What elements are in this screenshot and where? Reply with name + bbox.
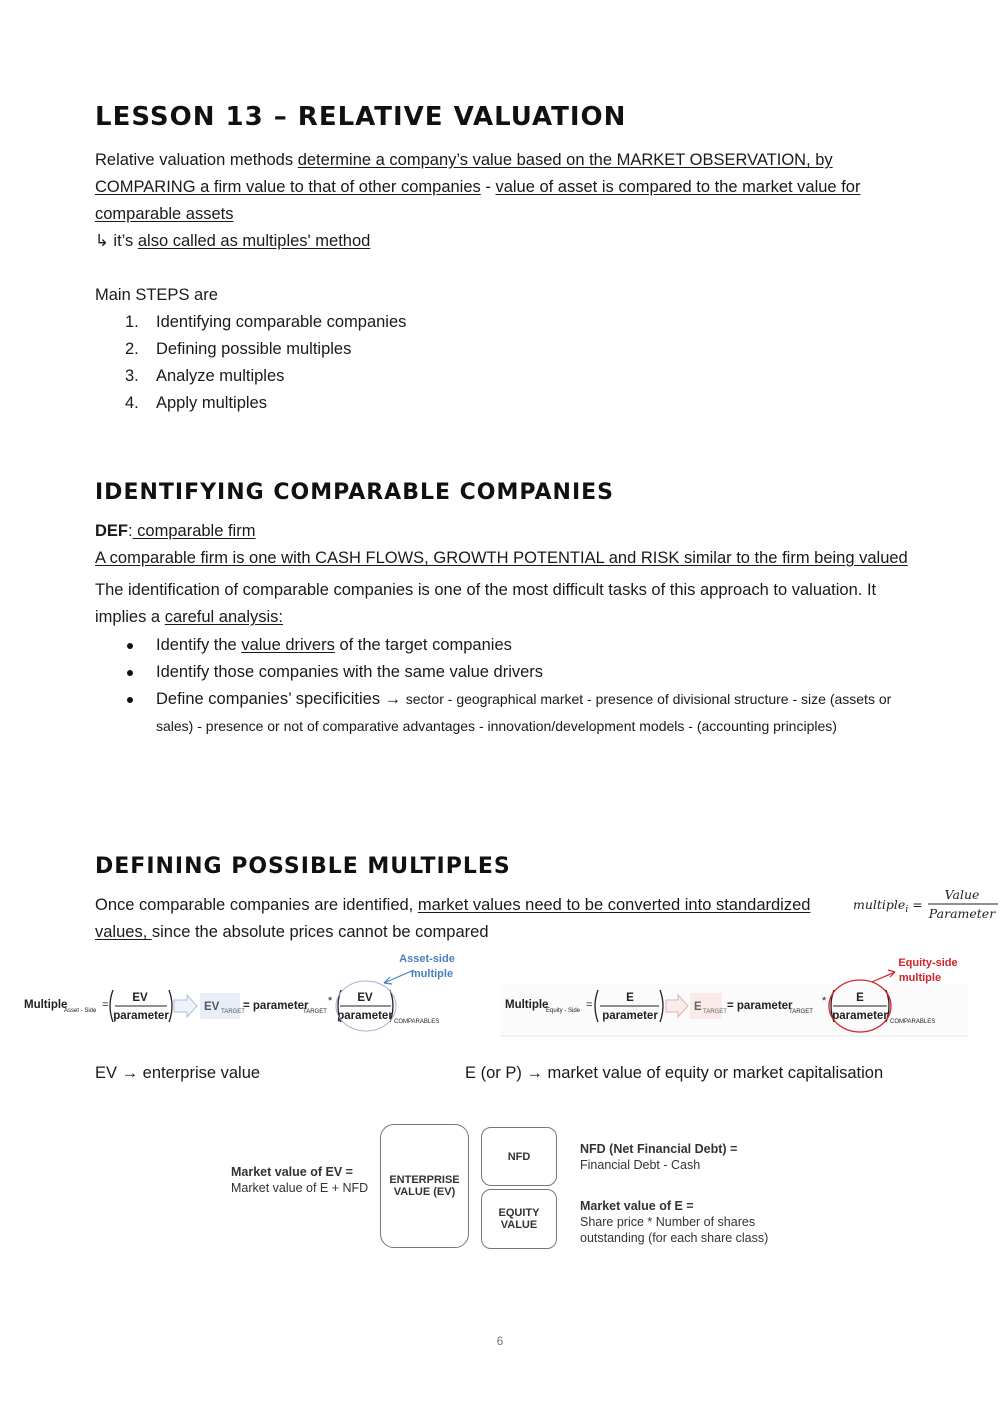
formula-numerator: Value [944, 887, 980, 902]
asset-target-sub: TARGET [221, 1009, 245, 1015]
bullet-dot-icon [127, 670, 133, 676]
equity-denominator-2: parameter [832, 1010, 888, 1022]
svg-text:=: = [586, 999, 593, 1011]
def-label: DEF [95, 522, 128, 540]
ev-market-value-title: Market value of EV = [231, 1165, 353, 1179]
steps-list [125, 309, 406, 417]
ev-box-line2: VALUE (EV) [393, 1186, 456, 1198]
bullet-item [125, 686, 915, 740]
asset-param-sub: TARGET [303, 1009, 327, 1015]
step-number: 2. [125, 340, 139, 358]
multiples-heading: DEFINING POSSIBLE MULTIPLES [95, 854, 511, 879]
equity-callout-line1: Equity-side [898, 957, 958, 969]
step-item [125, 336, 406, 363]
nfd-definition [580, 1141, 737, 1173]
equity-multiple-label: Multiple [505, 999, 549, 1011]
asset-comparables: COMPARABLES [394, 1019, 440, 1025]
def-colon: : [128, 522, 133, 540]
equity-star: * [822, 995, 827, 1007]
asset-side-multiple-formula [22, 950, 462, 1035]
ev-box-line1: ENTERPRISE [389, 1174, 460, 1186]
multiples-underlined: market values need to be converted into standardized values, [95, 896, 811, 941]
bullet-small-text: sector - geographical market - presence of divisional structure - size (assets or sales) - presence or not of comparative advantages - innovation/development models - (accounting principles) [156, 691, 892, 734]
comparable-text: The identification of comparable companies is one of the most difficult tasks of this approach to valuation. It implies a [95, 581, 877, 626]
diagram-left-text [231, 1164, 368, 1196]
comparable-underlined: careful analysis: [164, 608, 284, 626]
asset-multiple-sub: Asset - Side [64, 1008, 97, 1014]
formula-eq: = [908, 897, 923, 912]
step-number: 1. [125, 313, 139, 331]
equity-value-box [481, 1189, 557, 1249]
asset-numerator: EV [132, 992, 148, 1004]
formula-denominator: Parameter [928, 906, 996, 921]
intro-underlined-2: value of asset is compared to the market value for comparable assets [95, 178, 861, 223]
ev-definition: EV → enterprise value [95, 1064, 261, 1082]
bullet-dot-icon [127, 697, 133, 703]
asset-target: EV [204, 1001, 220, 1013]
steps-intro: Main STEPS are [95, 286, 218, 304]
step-item [125, 390, 406, 417]
svg-text:=: = [102, 999, 109, 1011]
ev-market-value-body: Market value of E + NFD [231, 1181, 369, 1195]
e-definition: E (or P) → market value of equity or market capitalisation [465, 1064, 884, 1082]
step-text: Apply multiples [156, 394, 267, 412]
equity-callout-line2: multiple [898, 972, 942, 984]
equity-callout-arrow-icon [872, 972, 895, 982]
asset-numerator-2: EV [357, 992, 373, 1004]
intro-text: Relative valuation methods [95, 151, 298, 169]
def-term: comparable firm [132, 522, 256, 540]
svg-text:multiplei = [853, 897, 923, 915]
equity-box-line1: EQUITY [498, 1207, 540, 1219]
step-number: 3. [125, 367, 139, 385]
bullet-item [125, 659, 915, 686]
equity-target-sub: TARGET [703, 1009, 727, 1015]
page-number: 6 [496, 1334, 504, 1348]
multiples-text: since the absolute prices cannot be compared [151, 923, 489, 941]
bullet-dot-icon [127, 643, 133, 649]
nfd-box [481, 1127, 557, 1186]
comparable-heading: IDENTIFYING COMPARABLE COMPANIES [95, 480, 615, 505]
def-text [95, 545, 915, 572]
asset-eq-param: = parameter [243, 1000, 309, 1012]
also-prefix: ↳ it’s [95, 232, 138, 250]
asset-callout-line2: multiple [410, 968, 454, 980]
enterprise-value-box [380, 1124, 469, 1248]
asset-multiple-label: Multiple [24, 999, 68, 1011]
equity-param-sub: TARGET [789, 1009, 813, 1015]
step-item [125, 363, 406, 390]
bullet-text: Identify those companies with the same value drivers [156, 663, 544, 681]
bullet-underlined: value drivers [241, 636, 335, 654]
asset-denominator: parameter [113, 1010, 169, 1022]
also-called-line [95, 228, 915, 255]
equity-denominator: parameter [602, 1010, 658, 1022]
intro-paragraph [95, 147, 915, 228]
equity-target: E [694, 1001, 702, 1013]
also-underlined: also called as multiples' method [137, 232, 371, 250]
step-text: Defining possible multiples [156, 340, 352, 358]
formula-sub: i [905, 905, 909, 915]
e-market-title: Market value of E = [580, 1199, 694, 1213]
step-text: Analyze multiples [156, 367, 285, 385]
equity-side-multiple-formula [500, 950, 970, 1038]
e-market-value-definition [580, 1198, 768, 1246]
step-text: Identifying comparable companies [156, 313, 407, 331]
equity-numerator: E [626, 992, 634, 1004]
intro-separator: - [480, 178, 496, 196]
def-line [95, 518, 915, 545]
bullet-text: of the target companies [334, 636, 512, 654]
lesson-title: LESSON 13 – RELATIVE VALUATION [95, 102, 627, 132]
equity-box-line2: VALUE [500, 1219, 538, 1231]
asset-callout-line1: Asset-side [399, 953, 455, 965]
step-number: 4. [125, 394, 139, 412]
asset-callout-arrow-icon [384, 970, 414, 983]
multiples-paragraph [95, 892, 835, 946]
e-market-body-line2: outstanding (for each share class) [580, 1231, 769, 1245]
comparable-bullets [125, 632, 915, 740]
equity-comparables: COMPARABLES [890, 1019, 936, 1025]
nfd-body: Financial Debt - Cash [580, 1158, 701, 1172]
comparable-paragraph [95, 577, 915, 631]
asset-star: * [328, 995, 333, 1007]
multiple-formula [850, 882, 1000, 926]
bullet-item [125, 632, 915, 659]
asset-denominator-2: parameter [337, 1010, 393, 1022]
equity-numerator-2: E [856, 992, 864, 1004]
equity-multiple-sub: Equity - Side [546, 1008, 581, 1014]
e-market-body-line1: Share price * Number of shares [580, 1215, 756, 1229]
bullet-text: Define companies’ specificities → [156, 690, 406, 708]
nfd-title: NFD (Net Financial Debt) = [580, 1142, 738, 1156]
equity-eq-param: = parameter [727, 1000, 793, 1012]
def-text-underlined: A comparable firm is one with CASH FLOWS, GROWTH POTENTIAL and RISK similar to the firm being valued [95, 549, 908, 567]
nfd-box-label: NFD [507, 1150, 531, 1163]
intro-underlined-1: determine a company’s value based on the MARKET OBSERVATION, by COMPARING a firm value to that of other companies [95, 151, 833, 196]
step-item [125, 309, 406, 336]
multiples-text: Once comparable companies are identified, [95, 896, 418, 914]
formula-lhs: multiple [853, 897, 906, 912]
bullet-text: Identify the [156, 636, 242, 654]
